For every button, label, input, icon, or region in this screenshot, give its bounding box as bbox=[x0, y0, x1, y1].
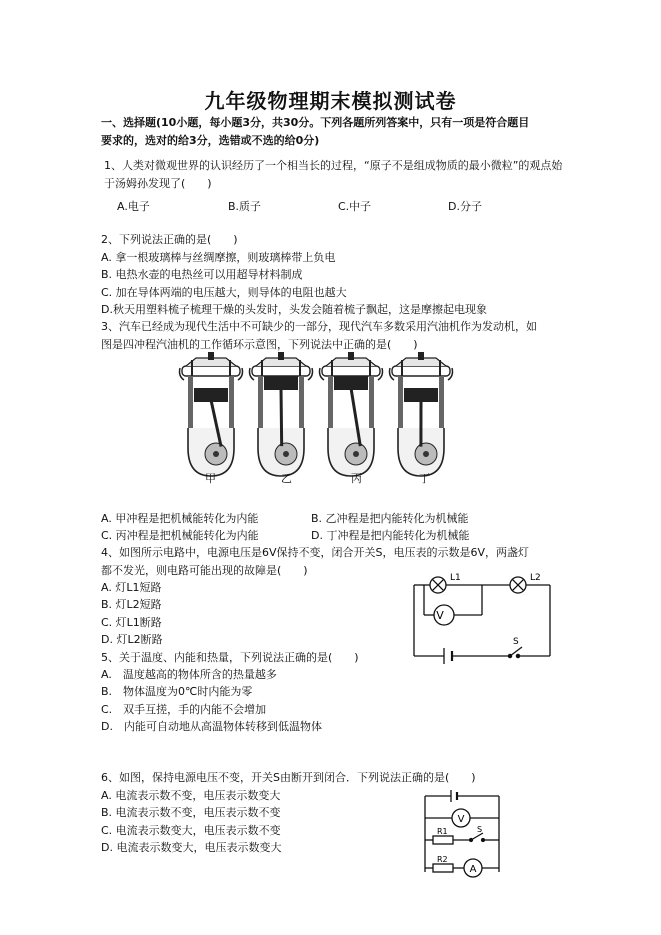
q2-option-a: A. 拿一根玻璃棒与丝绸摩擦，则玻璃棒带上负电 bbox=[101, 251, 336, 264]
q5-option-a: A. 温度越高的物体所含的热量越多 bbox=[101, 668, 277, 681]
q6-option-b: B. 电流表示数不变，电压表示数不变 bbox=[101, 806, 281, 819]
q1-option-b: B.质子 bbox=[228, 200, 262, 213]
q2-option-c: C. 加在导体两端的电压越大，则导体的电阻也越大 bbox=[101, 286, 347, 299]
q6-option-d: D. 电流表示数变大，电压表示数变大 bbox=[101, 841, 282, 854]
q6-option-a: A. 电流表示数不变，电压表示数变大 bbox=[101, 789, 281, 802]
q1-stem-line2: 于汤姆孙发现了( ) bbox=[104, 177, 212, 190]
q5-option-c: C. 双手互搓，手的内能不会增加 bbox=[101, 703, 267, 716]
q3-option-b: B. 乙冲程是把内能转化为机械能 bbox=[311, 512, 469, 525]
r1-label: R1 bbox=[437, 827, 448, 836]
q1-option-d: D.分子 bbox=[448, 200, 482, 213]
q1-option-c: C.中子 bbox=[338, 200, 372, 213]
q4-option-b: B. 灯L2短路 bbox=[101, 598, 162, 611]
q3-option-c: C. 丙冲程是把机械能转化为内能 bbox=[101, 529, 259, 542]
q2-stem: 2、下列说法正确的是( ) bbox=[101, 233, 238, 246]
engine-ding-icon bbox=[390, 352, 453, 476]
q2-option-d: D.秋天用塑料梳子梳理干燥的头发时，头发会随着梳子飘起，这是摩擦起电现象 bbox=[101, 303, 487, 316]
lamp-l2-label: L2 bbox=[530, 573, 541, 583]
engine-label-ding: 丁 bbox=[419, 472, 430, 485]
engine-bing-icon bbox=[320, 352, 383, 476]
ammeter-label: A bbox=[469, 864, 477, 875]
switch-label: S bbox=[477, 825, 483, 834]
engine-label-jia: 甲 bbox=[205, 472, 216, 485]
section-heading-line1: 一、选择题(10小题，每小题3分，共30分。下列各题所列答案中，只有一项是符合题目 bbox=[101, 116, 530, 129]
q5-stem: 5、关于温度、内能和热量，下列说法正确的是( ) bbox=[101, 651, 359, 664]
resistor-r1-icon bbox=[433, 836, 453, 844]
r2-label: R2 bbox=[437, 855, 448, 864]
q6-circuit-diagram bbox=[423, 790, 503, 880]
q4-option-c: C. 灯L1断路 bbox=[101, 616, 162, 629]
q3-option-a: A. 甲冲程是把机械能转化为内能 bbox=[101, 512, 259, 525]
q6-stem: 6、如图，保持电源电压不变，开关S由断开到闭合．下列说法正确的是( ) bbox=[101, 771, 476, 784]
q4-circuit-diagram bbox=[410, 572, 555, 662]
q4-option-d: D. 灯L2断路 bbox=[101, 633, 163, 646]
engine-strokes-figure bbox=[178, 358, 458, 480]
engine-label-yi: 乙 bbox=[281, 472, 292, 485]
resistor-r2-icon bbox=[433, 864, 453, 872]
switch-label: S bbox=[513, 637, 519, 647]
lamp-l1-label: L1 bbox=[450, 573, 461, 583]
engine-jia-icon bbox=[180, 352, 243, 476]
voltmeter-label: V bbox=[457, 814, 465, 825]
q2-option-b: B. 电热水壶的电热丝可以用超导材料制成 bbox=[101, 268, 303, 281]
q4-stem-line1: 4、如图所示电路中，电源电压是6V保持不变，闭合开关S，电压表的示数是6V，两盏灯 bbox=[101, 546, 530, 559]
q1-option-a: A.电子 bbox=[117, 200, 150, 213]
page-title: 九年级物理期末模拟测试卷 bbox=[204, 89, 457, 113]
q3-stem-line1: 3、汽车已经成为现代生活中不可缺少的一部分，现代汽车多数采用汽油机作为发动机，如 bbox=[101, 320, 537, 333]
q4-option-a: A. 灯L1短路 bbox=[101, 581, 162, 594]
q3-stem-line2: 图是四冲程汽油机的工作循环示意图，下列说法中正确的是( ) bbox=[101, 338, 418, 351]
voltmeter-label: V bbox=[436, 609, 444, 622]
engine-label-bing: 丙 bbox=[351, 472, 362, 485]
q4-stem-line2: 都不发光，则电路可能出现的故障是( ) bbox=[101, 564, 308, 577]
q6-option-c: C. 电流表示数变大，电压表示数不变 bbox=[101, 824, 281, 837]
q5-option-b: B. 物体温度为0℃时内能为零 bbox=[101, 685, 253, 698]
q5-option-d: D. 内能可自动地从高温物体转移到低温物体 bbox=[101, 720, 322, 733]
q3-option-d: D. 丁冲程是把内能转化为机械能 bbox=[311, 529, 470, 542]
engine-yi-icon bbox=[250, 352, 313, 476]
q1-stem-line1: 1、人类对微观世界的认识经历了一个相当长的过程，“原子不是组成物质的最小微粒”的观点始 bbox=[104, 159, 563, 172]
section-heading-line2: 要求的，选对的给3分，选错或不选的给0分) bbox=[101, 134, 320, 147]
